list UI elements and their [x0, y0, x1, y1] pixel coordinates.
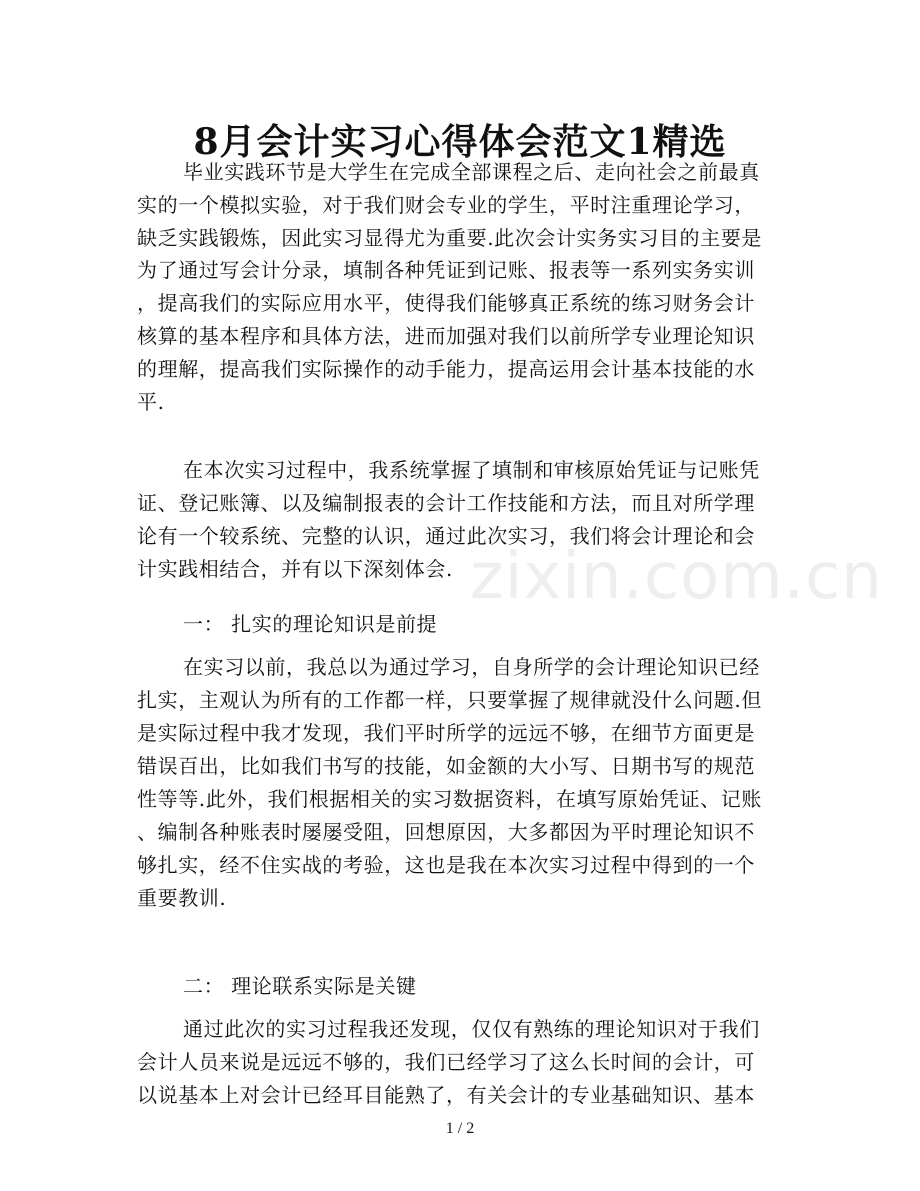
paragraph-line: 证、登记账簿、以及编制报表的会计工作技能和方法，而且对所学理 [137, 491, 755, 515]
paragraph-line: 缺乏实践锻炼，因此实习显得尤为重要.此次会计实务实习目的主要是 [137, 226, 762, 250]
paragraph-line: 会计人员来说是远远不够的，我们已经学习了这么长时间的会计，可 [137, 1050, 755, 1074]
paragraph-line: 错误百出，比如我们书写的技能，如金额的大小写、日期书写的规范 [137, 754, 755, 778]
paragraph-line: 实的一个模拟实验，对于我们财会专业的学生，平时注重理论学习， [137, 193, 755, 217]
paragraph-line: 在本次实习过程中，我系统掌握了填制和审核原始凭证与记账凭 [183, 458, 760, 482]
paragraph-line: 够扎实，经不住实战的考验，这也是我在本次实习过程中得到的一个 [137, 853, 755, 877]
paragraph-line: 核算的基本程序和具体方法，进而加强对我们以前所学专业理论知识 [137, 324, 755, 348]
paragraph-line: 计实践相结合，并有以下深刻体会. [137, 557, 453, 581]
paragraph-line: 为了通过写会计分录，填制各种凭证到记账、报表等一系列实务实训 [137, 258, 755, 282]
watermark: zixin.com.cn [470, 540, 883, 614]
paragraph-line: 扎实，主观认为所有的工作都一样，只要掌握了规律就没什么问题.但 [137, 688, 762, 712]
paragraph-line: 论有一个较系统、完整的认识，通过此次实习，我们将会计理论和会 [137, 524, 755, 548]
paragraph-line: 重要教训. [137, 886, 227, 910]
paragraph-line: 、编制各种账表时屡屡受阻，回想原因，大多都因为平时理论知识不 [137, 820, 755, 844]
document-title: 8月会计实习心得体会范文1精选 [193, 121, 727, 163]
section-heading: 二： 理论联系实际是关键 [183, 974, 417, 998]
section-heading: 一： 扎实的理论知识是前提 [183, 612, 438, 636]
paragraph-line: 通过此次的实习过程我还发现，仅仅有熟练的理论知识对于我们 [183, 1017, 760, 1041]
paragraph-line: 毕业实践环节是大学生在完成全部课程之后、走向社会之前最真 [183, 160, 760, 184]
paragraph-line: 以说基本上对会计已经耳目能熟了，有关会计的专业基础知识、基本 [137, 1083, 755, 1107]
paragraph-line: ，提高我们的实际应用水平，使得我们能够真正系统的练习财务会计 [137, 291, 755, 315]
page-number: 1 / 2 [445, 1120, 475, 1137]
paragraph-line: 平. [137, 390, 165, 414]
paragraph-line: 在实习以前，我总以为通过学习，自身所学的会计理论知识已经 [183, 655, 760, 679]
paragraph-line: 的理解，提高我们实际操作的动手能力，提高运用会计基本技能的水 [137, 357, 755, 381]
paragraph-line: 性等等.此外，我们根据相关的实习数据资料，在填写原始凭证、记账 [137, 787, 762, 811]
paragraph-line: 是实际过程中我才发现，我们平时所学的远远不够，在细节方面更是 [137, 721, 755, 745]
